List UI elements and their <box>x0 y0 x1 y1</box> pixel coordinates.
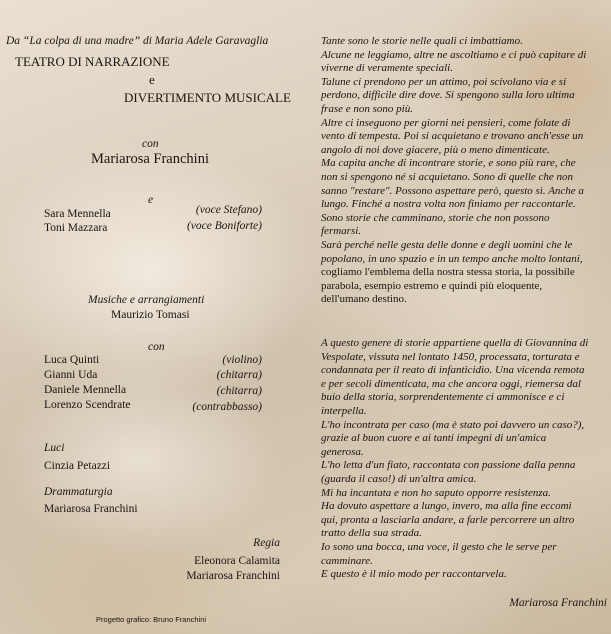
voices-conjunction: e <box>148 194 154 206</box>
paragraph: Alcune ne leggiamo, altre ne ascoltiamo e ci può capitare di viverne di veramente speciali. <box>321 48 587 75</box>
source-title: La colpa di una madre <box>29 35 134 47</box>
voice-role: (voce Boniforte) <box>186 220 262 232</box>
musician-name: Luca Quinti <box>44 354 100 366</box>
paragraph: Ha dovuto aspettare a lungo, invero, ma alla fine eccomi qui, pronta a lasciarla andare, a farle percorrere un altro tratto della sua strada. <box>321 500 575 540</box>
signature: Mariarosa Franchini <box>509 597 607 609</box>
paragraph: L'ho incontrata per caso (ma è stato poi davvero un caso?), grazie al buon cuore e ai tanti impegni di un'amica generosa. <box>321 418 585 458</box>
luci-name: Cinzia Petazzi <box>44 460 111 472</box>
music-label: Musiche e arrangiamenti <box>88 294 205 306</box>
title-line-2: DIVERTIMENTO MUSICALE <box>124 90 291 105</box>
drammaturgia-label: Drammaturgia <box>44 486 113 498</box>
musician-name: Gianni Uda <box>44 369 98 381</box>
paragraph: Sono storie che camminano, storie che non possono fermarsi. <box>321 211 550 238</box>
regia-name: Eleonora Calamita <box>194 555 280 567</box>
paragraph: Ma capita anche di incontrare storie, e sono più rare, che non si spengono né si acquietano. Sono di quelle che non sanno "restare". Possono aspettare però, questo sì. Anche a lungo. Finché a nostra volta non finiamo per raccontarle. <box>321 157 584 211</box>
musician-role: (chitarra) <box>216 385 262 397</box>
musician-name: Daniele Mennella <box>44 384 127 396</box>
graphic-design-credit: Progetto grafico: Bruno Franchini <box>96 615 207 624</box>
narrative-text <box>321 35 591 307</box>
voice-name: Toni Mazzara <box>44 222 108 234</box>
paragraph: Sarà perché nelle gesta delle donne e degli uomini che le popolano, in uno spazio e in un tempo anche molto lontani, cogliamo l'emblema della nostra stessa storia, la possibile parabola, esempio estremo e quindi più eloquente, dell'umano destino. <box>321 238 583 306</box>
voice-role: (voce Stefano) <box>195 204 262 216</box>
regia-name: Mariarosa Franchini <box>186 570 280 582</box>
paragraph: E questo è il mio modo per raccontarvela. <box>321 568 507 581</box>
voice-name: Sara Mennella <box>44 208 111 220</box>
title-line-1: TEATRO DI NARRAZIONE <box>15 54 170 69</box>
lead-con: con <box>142 138 159 150</box>
paragraph: L'ho letta d'un fiato, raccontata con passione dalla penna (guarda il caso!) di un'altra amica. <box>321 459 576 485</box>
musician-name: Lorenzo Scendrate <box>44 399 131 411</box>
paragraph: Mi ha incantata e non ho saputo opporre resistenza. <box>321 486 551 499</box>
source-line: Da “La colpa di una madre” di Maria Adele Garavaglia <box>6 35 269 47</box>
musician-role: (violino) <box>222 354 262 366</box>
musicians-con: con <box>148 341 165 353</box>
luci-label: Luci <box>44 442 65 454</box>
title-conjunction: e <box>149 72 155 87</box>
narrative-text-2 <box>321 337 591 582</box>
musician-role: (chitarra) <box>216 369 262 381</box>
paragraph: Tante sono le storie nelle quali ci imbattiamo. <box>321 35 523 47</box>
music-name: Maurizio Tomasi <box>111 309 190 321</box>
musician-role: (contrabbasso) <box>192 401 262 413</box>
regia-label: Regia <box>253 537 280 549</box>
paragraph: A questo genere di storie appartiene quella di Giovannina di Vespolate, vissuta nel lontato 1450, processata, torturata e condannata per il reato di infanticidio. Una vicenda remota e per secoli dimenticata, ma che ancora oggi, riemersa dal buio della storia, sorprendentemente ci ammonisce e ci interpella. <box>321 337 589 417</box>
paragraph: Talune ci prendono per un attimo, poi scivolano via e si perdono, difficile dire dove. Si spengono sulla loro ultima frase e non sono più. <box>321 75 575 115</box>
drammaturgia-name: Mariarosa Franchini <box>44 503 138 515</box>
lead-name: Mariarosa Franchini <box>91 151 209 167</box>
paragraph: Altre ci inseguono per giorni nei pensieri, come folate di vento di tempesta. Poi si acquietano e trovano anch'esse un angolo di noi dove giacere, più o meno dimenticate. <box>321 116 584 156</box>
paragraph: Io sono una bocca, una voce, il gesto che le serve per camminare. <box>321 540 557 567</box>
